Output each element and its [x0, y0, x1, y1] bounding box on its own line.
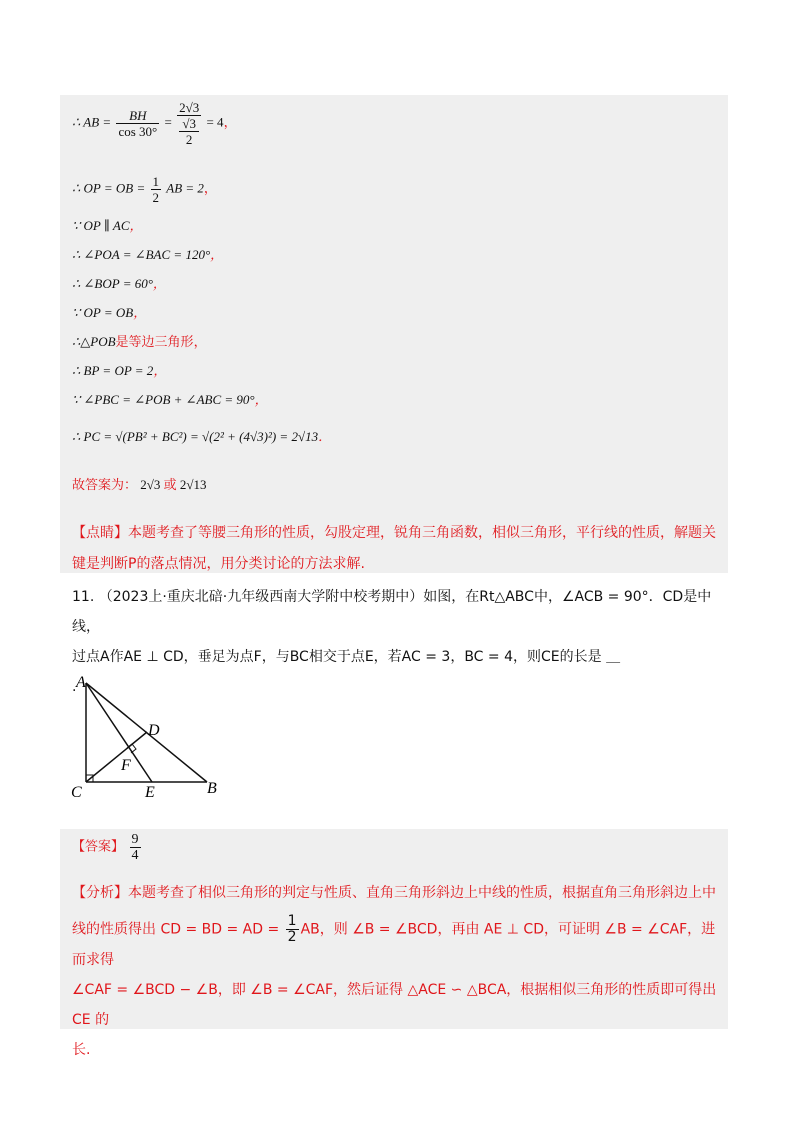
label-a: A [76, 674, 86, 691]
label-c: C [71, 784, 82, 801]
solution-line-2: ∴ OP = OB = $\frac{1}{2}$ AB = 2， [72, 174, 217, 205]
geometry-figure [68, 673, 248, 808]
solution-line-10: ∴ PC = √(PB² + BC²) = √(2² + (4√3)²) = 2√13． [72, 429, 332, 445]
fraction: $\frac{1}{2}$ [287, 913, 297, 945]
analysis-paragraph: 【分析】本题考查了相似三角形的判定与性质、直角三角形斜边上中线的性质，根据直角三角形斜边上中 线的性质得出 CD = BD = AD = $\frac{1}{2}$ AB，则 ∠B = ∠BCD，再由 AE ⊥ CD，可证明 ∠B = ∠CAF，进而求得 ∠CAF = ∠BCD − ∠B，即 ∠B = ∠CAF，然后证得 △ACE ∽ △BCA，根据相似三角形的性质即可得出 CE 的 长. [72, 885, 717, 1058]
label-e: E [145, 784, 155, 801]
answer-summary: 故答案为： 2√3 或 2√13 [72, 477, 207, 493]
answer-line: 【答案】 $\frac{9}{4}$ [72, 832, 139, 863]
question-11: 11. （2023上·重庆北碚·九年级西南大学附中校考期中）如图，在Rt△ABC中，∠ACB = 90°．CD是中线， 过点A作AE ⊥ CD，垂足为点F，与BC相交于点E，若AC = 3，BC = 4，则CE的长是 ＿ . [72, 589, 712, 695]
solution-line-8: ∴ BP = OP = 2， [72, 363, 167, 379]
solution-line-7: ∴△POB是等边三角形， [72, 334, 207, 350]
answer-fraction: $\frac{9}{4}$ [131, 832, 139, 863]
fraction: $\frac{1}{2}$ [152, 174, 159, 205]
label-d: D [148, 722, 160, 739]
label-f: F [121, 757, 131, 774]
solution-line-4: ∴ ∠POA = ∠BAC = 120°， [72, 247, 224, 263]
comment-paragraph: 【点睛】本题考查了等腰三角形的性质，勾股定理，锐角三角函数，相似三角形，平行线的性质，解题关键是判断P的落点情况，用分类讨论的方法求解. [72, 525, 716, 572]
fraction: 2√3 √3 2 [179, 100, 200, 147]
fraction: $\frac{BH}{\cos 30^\circ}$ [118, 108, 158, 139]
solution-line-3: ∵ OP ∥ AC， [72, 218, 143, 234]
solution-line-1: ∴ AB = $\frac{BH}{\cos 30^\circ}$ = 2√3 √3 2 = 4， [72, 100, 237, 147]
solution-line-5: ∴ ∠BOP = 60°， [72, 276, 166, 292]
solution-line-6: ∵ OP = OB， [72, 305, 147, 321]
solution-line-9: ∵ ∠PBC = ∠POB + ∠ABC = 90°， [72, 392, 268, 408]
label-b: B [207, 780, 217, 797]
